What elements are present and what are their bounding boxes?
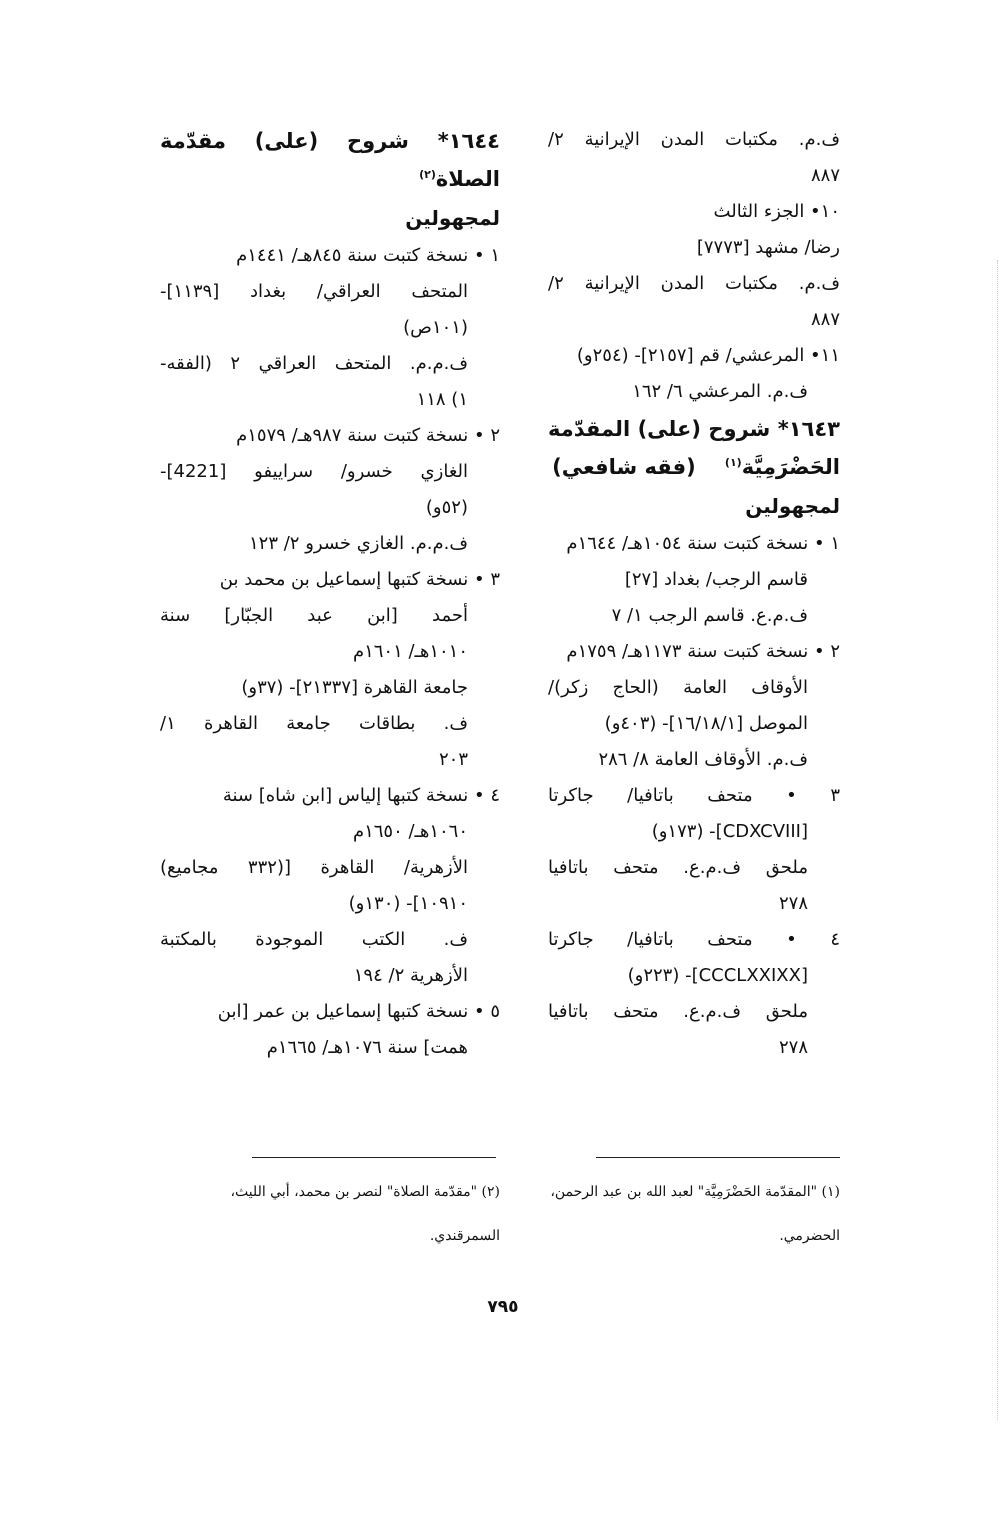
text-line: ١٠• الجزء الثالث (713, 201, 840, 222)
list-item: (٥٢و) (425, 497, 468, 518)
heading-title: الصلاة (435, 167, 500, 191)
list-item: جامعة القاهرة [٢١٣٣٧]- (٣٧و) (241, 677, 468, 698)
list-item: ف.م.م. الغازي خسرو ٢/ ١٢٣ (248, 533, 468, 554)
list-item: ف.م. الأوقاف العامة ٨/ ٢٨٦ (598, 749, 808, 770)
text-line: ٨٨٧ (810, 309, 840, 330)
text-line: ف.م. مكتبات المدن الإيرانية ٢/ (548, 129, 840, 150)
left-column (160, 122, 500, 1066)
list-item: ٥ • نسخة كتبها إسماعيل بن عمر [ابن (217, 1001, 500, 1022)
list-item: همت] سنة ١٠٧٦هـ/ ١٦٦٥م (266, 1037, 468, 1058)
footnote-1 (548, 1170, 840, 1258)
list-item: الأزهرية/ القاهرة [(٣٣٢ مجاميع) (160, 857, 468, 878)
list-item: قاسم الرجب/ بغداد [٢٧] (624, 569, 808, 590)
heading-title: الحَضْرَمِيَّة (741, 455, 840, 479)
list-item: ملحق ف.م.ع. متحف باتافيا (548, 857, 808, 878)
list-item: ٢٧٨ (778, 1037, 808, 1058)
list-item: [CDXCVIII]- (١٧٣و) (651, 821, 808, 842)
list-item: أحمد [ابن عبد الجبّار] سنة (160, 605, 468, 626)
footnote-marker: (٢) (419, 168, 436, 181)
list-item: ف. الكتب الموجودة بالمكتبة (160, 929, 468, 950)
page-edge-dots (996, 260, 998, 1420)
footnote-2 (160, 1170, 500, 1258)
list-item: ١٠١٠هـ/ ١٦٠١م (352, 641, 468, 662)
list-item: (١٠١ص) (403, 317, 468, 338)
list-item: ١ • نسخة كتبت سنة ٨٤٥هـ/ ١٤٤١م (236, 245, 500, 266)
footnote-divider-right (596, 1157, 840, 1158)
right-column (548, 122, 840, 1066)
heading-tag: (فقه شافعي) (552, 455, 696, 479)
list-item: ف.م.م. المتحف العراقي ٢ (الفقه- (160, 353, 469, 374)
list-item: [CCCLXXIXX]- (٢٢٣و) (627, 965, 808, 986)
text-line: ف.م. المرعشي ٦/ ١٦٢ (632, 381, 808, 402)
list-item: الموصل [١٦/١٨/١]- (٤٠٣و) (604, 713, 808, 734)
list-item: ٤ • نسخة كتبها إلياس [ابن شاه] سنة (222, 785, 500, 806)
list-item: ٢ • نسخة كتبت سنة ٩٨٧هـ/ ١٥٧٩م (236, 425, 500, 446)
list-item: ٢٠٣ (438, 749, 468, 770)
list-item: الأوقاف العامة (الحاج زكر)/ (548, 677, 808, 698)
list-item: ٣ • نسخة كتبها إسماعيل بن محمد بن (219, 569, 500, 590)
list-item: الأزهرية ٢/ ١٩٤ (353, 965, 468, 986)
text-line: ١١• المرعشي/ قم [٢١٥٧]- (٢٥٤و) (576, 345, 840, 366)
list-item: ف.م.ع. قاسم الرجب ١/ ٧ (611, 605, 808, 626)
list-item: ٢٧٨ (778, 893, 808, 914)
footnote-text: السمرقندي. (429, 1228, 500, 1244)
list-item: ف. بطاقات جامعة القاهرة ١/ (160, 713, 468, 734)
footnote-text: (٢) "مقدّمة الصلاة" لنصر بن محمد، أبي الليث، (230, 1184, 500, 1200)
list-item: ملحق ف.م.ع. متحف باتافيا (548, 1001, 808, 1022)
footnote-text: الحضرمي. (779, 1228, 840, 1244)
author-subheading: لمجهولين (405, 206, 500, 230)
footnote-text: (١) "المقدّمة الحَضْرَمِيَّة" لعبد الله بن عبد الرحمن، (550, 1184, 840, 1200)
list-item: ٣ • متحف باتافيا/ جاكرتا (548, 785, 840, 806)
list-item: ٤ • متحف باتافيا/ جاكرتا (548, 929, 840, 950)
text-line: ٨٨٧ (810, 165, 840, 186)
footnote-marker: (١) (724, 456, 742, 469)
list-item: ١ • نسخة كتبت سنة ١٠٥٤هـ/ ١٦٤٤م (566, 533, 840, 554)
text-line: رضا/ مشهد [٧٧٧٣] (696, 237, 840, 258)
list-item: ١٠٩١٠]- (١٣٠و) (348, 893, 468, 914)
list-item: الغازي خسرو/ سراييفو [4221]- (160, 461, 468, 482)
author-subheading: لمجهولين (745, 494, 840, 518)
text-line: ف.م. مكتبات المدن الإيرانية ٢/ (548, 273, 840, 294)
footnote-divider-left (252, 1157, 496, 1158)
list-item: ١٠٦٠هـ/ ١٦٥٠م (352, 821, 468, 842)
list-item: ١) ١١٨ (416, 389, 468, 410)
list-item: ٢ • نسخة كتبت سنة ١١٧٣هـ/ ١٧٥٩م (566, 641, 840, 662)
page-number: ٧٩٥ (487, 1297, 519, 1317)
entry-heading-1644-cont (160, 160, 500, 198)
entry-heading-1643: ١٦٤٣* شروح (على) المقدّمة (548, 417, 840, 441)
entry-heading-1644: ١٦٤٤* شروح (على) مقدّمة (160, 129, 500, 153)
entry-heading-1643-cont (548, 448, 840, 486)
list-item: المتحف العراقي/ بغداد [١١٣٩]- (160, 281, 468, 302)
